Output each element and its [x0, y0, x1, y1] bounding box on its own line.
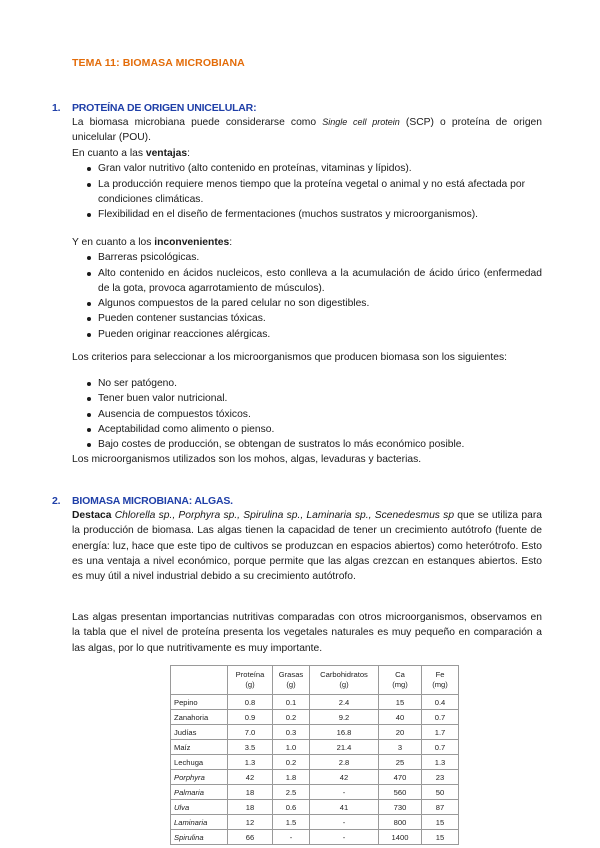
- criterios-block: [72, 376, 542, 468]
- row-label: Pepino: [171, 695, 228, 710]
- table-cell: 7.0: [228, 725, 273, 740]
- inconvenientes-intro: Y en cuanto a los inconvenientes:: [72, 237, 233, 248]
- table-cell: 0.7: [422, 710, 459, 725]
- table-cell: 15: [379, 695, 422, 710]
- table-cell: 23: [422, 770, 459, 785]
- table-cell: 16.8: [310, 725, 379, 740]
- table-cell: 18: [228, 800, 273, 815]
- table-cell: 15: [422, 830, 459, 845]
- list-item: Gran valor nutritivo (alto contenido en proteínas, vitaminas y lípidos).: [72, 161, 542, 176]
- table-header-row: [171, 666, 459, 695]
- table-cell: 0.1: [273, 695, 310, 710]
- table-cell: 42: [310, 770, 379, 785]
- table-cell: 15: [422, 815, 459, 830]
- table-row: [171, 800, 459, 815]
- table-header-cell: Ca (mg): [379, 666, 422, 695]
- table-cell: 40: [379, 710, 422, 725]
- list-item: No ser patógeno.: [72, 376, 542, 391]
- table-cell: 1.0: [273, 740, 310, 755]
- intro-paragraph: La biomasa microbiana puede considerarse como Single cell protein (SCP) o proteína de origen unicelular (POU).: [72, 117, 542, 144]
- section-1-number: 1.: [52, 102, 61, 114]
- row-label: Maíz: [171, 740, 228, 755]
- row-label: Lechuga: [171, 755, 228, 770]
- section-2-heading: [52, 495, 233, 507]
- table-cell: 3.5: [228, 740, 273, 755]
- table-cell: 21.4: [310, 740, 379, 755]
- table-row: [171, 815, 459, 830]
- table-cell: 1.3: [228, 755, 273, 770]
- list-item: Bajo costes de producción, se obtengan de sustratos lo más económico posible.: [72, 437, 542, 452]
- section-1-intro: [72, 115, 542, 146]
- section-2-number: 2.: [52, 495, 61, 507]
- algas-paragraph-1: Destaca Chlorella sp., Porphyra sp., Spirulina sp., Laminaria sp., Scenedesmus sp que se utiliza para la producción de biomasa. Las algas tienen la capacidad de tener un crecimiento autótrofo (fuente de energía: luz, hace que este tipo de cultivos se produzcan en espacios abiertos) como heterótrofo. Esto es una ventaja a nivel económico, porque permite que las algas crezcan en estanques abiertos. Esto es muy útil a nivel industrial debido a su crecimiento autótrofo.: [72, 510, 542, 583]
- inconvenientes-list: [72, 250, 542, 342]
- table-cell: -: [273, 830, 310, 845]
- table-row: [171, 695, 459, 710]
- row-label: Zanahoria: [171, 710, 228, 725]
- table-cell: 2.5: [273, 785, 310, 800]
- table-cell: 0.8: [228, 695, 273, 710]
- table-row: [171, 830, 459, 845]
- list-item: Tener buen valor nutricional.: [72, 391, 542, 406]
- species-list: Chlorella sp., Porphyra sp., Spirulina sp., Laminaria sp., Scenedesmus sp: [114, 510, 455, 521]
- table-cell: -: [310, 815, 379, 830]
- list-item: Barreras psicológicas.: [72, 250, 542, 265]
- table-cell: 25: [379, 755, 422, 770]
- table-header-corner: [171, 666, 228, 695]
- list-item: Pueden contener sustancias tóxicas.: [72, 311, 542, 326]
- row-label: Spirulina: [171, 830, 228, 845]
- table-row: [171, 755, 459, 770]
- list-item: Flexibilidad en el diseño de fermentaciones (muchos sustratos y microorganismos).: [72, 207, 542, 222]
- list-item: La producción requiere menos tiempo que la proteína vegetal o animal y no está afectada por condiciones climáticas.: [72, 177, 542, 208]
- table-cell: 0.3: [273, 725, 310, 740]
- table-cell: 42: [228, 770, 273, 785]
- table-cell: 1.7: [422, 725, 459, 740]
- table-cell: 730: [379, 800, 422, 815]
- table-cell: 18: [228, 785, 273, 800]
- criterios-list: [72, 376, 542, 452]
- table-cell: 1.5: [273, 815, 310, 830]
- ventajas-list: [72, 161, 542, 222]
- table-cell: 9.2: [310, 710, 379, 725]
- table-row: [171, 725, 459, 740]
- table-cell: 41: [310, 800, 379, 815]
- section-2-title: BIOMASA MICROBIANA: ALGAS.: [72, 495, 233, 507]
- table-header-cell: Grasas (g): [273, 666, 310, 695]
- table-cell: 87: [422, 800, 459, 815]
- table-cell: 1400: [379, 830, 422, 845]
- table-row: [171, 710, 459, 725]
- table-cell: 560: [379, 785, 422, 800]
- table-cell: 0.9: [228, 710, 273, 725]
- table-cell: 1.8: [273, 770, 310, 785]
- table-row: [171, 740, 459, 755]
- section-1-title: PROTEÍNA DE ORIGEN UNICELULAR:: [72, 102, 257, 114]
- algas-paragraph-2: Las algas presentan importancias nutritivas comparadas con otros microorganismos, observamos en la tabla que el nivel de proteína presenta los vegetales naturales es muy pequeño en comparación a las algas, por lo que nutritivamente es muy importante.: [72, 612, 542, 654]
- list-item: Alto contenido en ácidos nucleicos, esto conlleva a la acumulación de ácido úrico (enfermedad de la gota, provoca agarrotamiento de músculos).: [72, 266, 542, 297]
- row-label: Ulva: [171, 800, 228, 815]
- section-1-heading: [52, 102, 256, 114]
- closing-paragraph: Los microorganismos utilizados son los mohos, algas, levaduras y bacterias.: [72, 454, 422, 466]
- criterios-intro: Los criterios para seleccionar a los microorganismos que producen biomasa son los siguientes:: [72, 352, 507, 363]
- table-cell: 0.7: [422, 740, 459, 755]
- table-cell: 50: [422, 785, 459, 800]
- table-cell: 0.2: [273, 710, 310, 725]
- table-cell: 0.6: [273, 800, 310, 815]
- table-cell: 12: [228, 815, 273, 830]
- page-title: TEMA 11: BIOMASA MICROBIANA: [72, 57, 245, 69]
- inconvenientes-block: [72, 235, 542, 342]
- table-row: [171, 770, 459, 785]
- table-cell: 20: [379, 725, 422, 740]
- table-header-cell: Carbohidratos (g): [310, 666, 379, 695]
- list-item: Algunos compuestos de la pared celular no son digestibles.: [72, 296, 542, 311]
- table-cell: 0.2: [273, 755, 310, 770]
- table-header-cell: Fe (mg): [422, 666, 459, 695]
- row-label: Palmaria: [171, 785, 228, 800]
- table-cell: 800: [379, 815, 422, 830]
- table-cell: 0.4: [422, 695, 459, 710]
- table-row: [171, 785, 459, 800]
- list-item: Ausencia de compuestos tóxicos.: [72, 407, 542, 422]
- ventajas-intro: En cuanto a las ventajas:: [72, 148, 190, 159]
- nutrition-table: [170, 665, 459, 845]
- table-cell: 2.4: [310, 695, 379, 710]
- table-cell: 1.3: [422, 755, 459, 770]
- row-label: Porphyra: [171, 770, 228, 785]
- row-label: Judías: [171, 725, 228, 740]
- table-cell: 3: [379, 740, 422, 755]
- table-cell: -: [310, 785, 379, 800]
- table-cell: 2.8: [310, 755, 379, 770]
- table-cell: 66: [228, 830, 273, 845]
- list-item: Aceptabilidad como alimento o pienso.: [72, 422, 542, 437]
- table-header-cell: Proteína (g): [228, 666, 273, 695]
- row-label: Laminaria: [171, 815, 228, 830]
- table-cell: 470: [379, 770, 422, 785]
- scp-term: Single cell protein: [322, 117, 400, 127]
- list-item: Pueden originar reacciones alérgicas.: [72, 327, 542, 342]
- table-cell: -: [310, 830, 379, 845]
- ventajas-block: [72, 146, 542, 222]
